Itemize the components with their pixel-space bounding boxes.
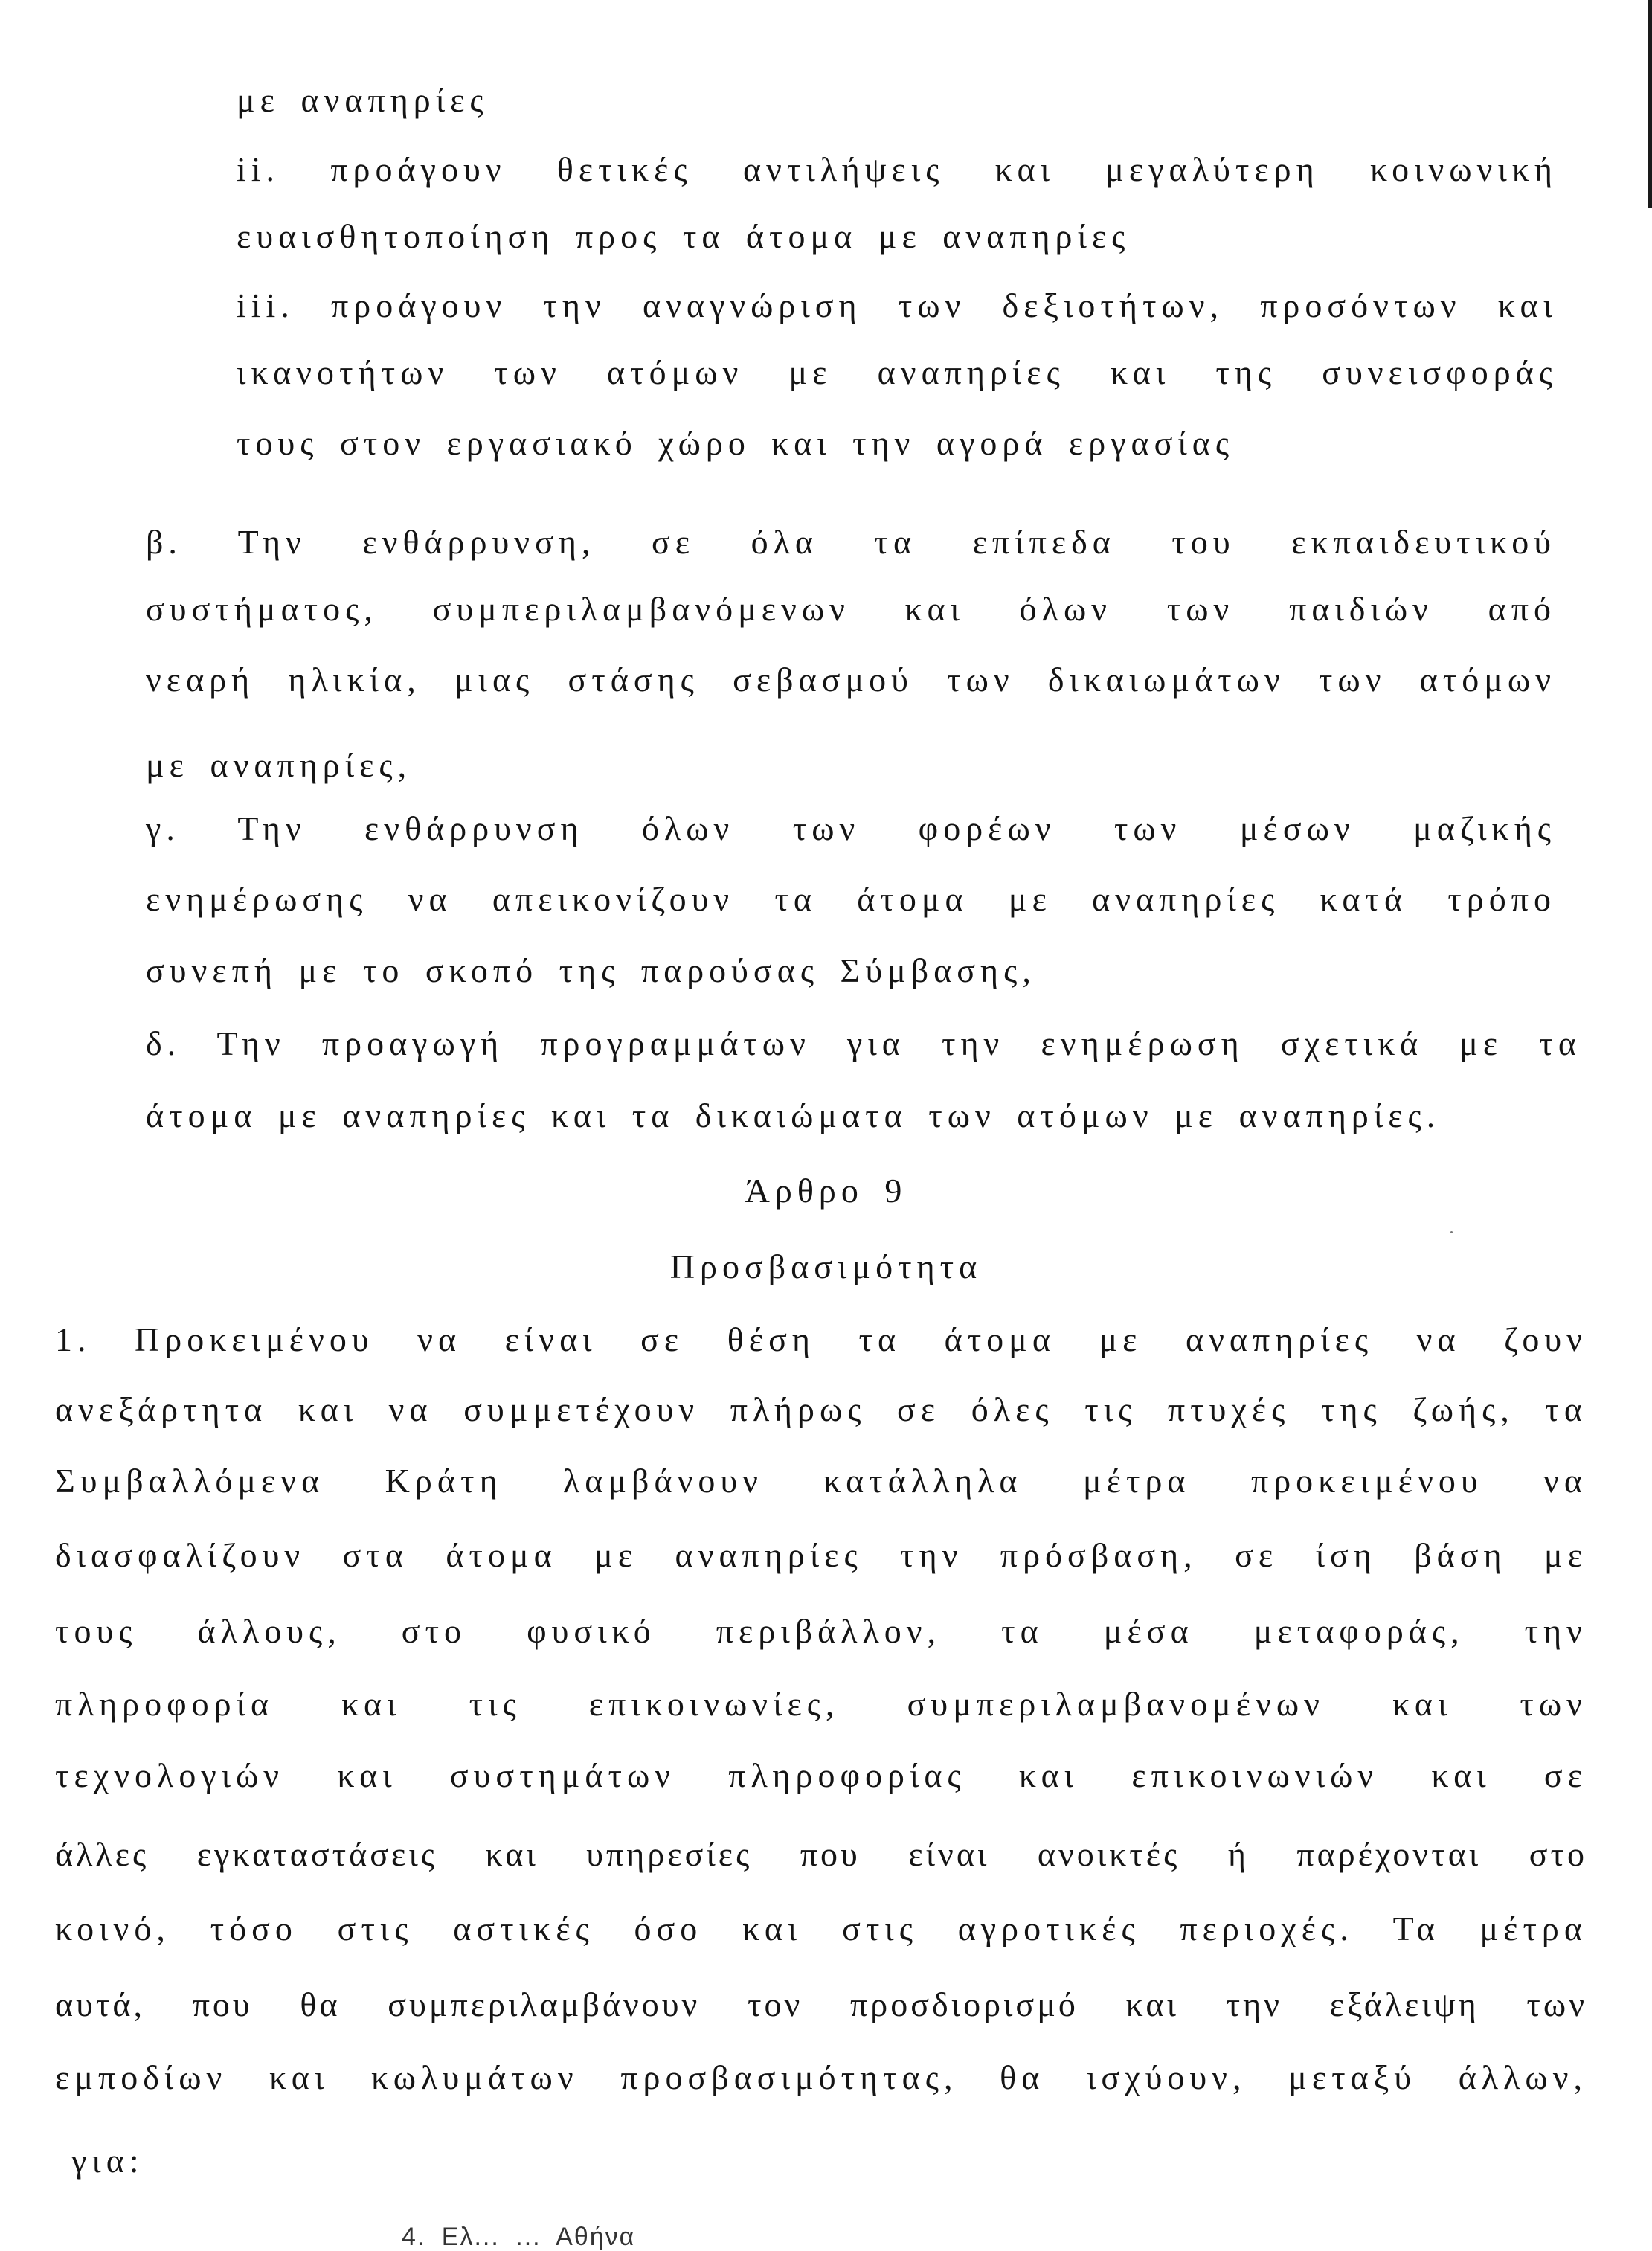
text-line: συνεπή με το σκοπό της παρούσας Σύμβασης, bbox=[146, 951, 1036, 989]
text-line: συστήματος, συμπεριλαμβανόμενων και όλων των παιδιών από bbox=[146, 590, 1556, 628]
text-line: δ. Την προαγωγή προγραμμάτων για την ενημέρωση σχετικά με τα bbox=[146, 1024, 1581, 1062]
text-line: ii. προάγουν θετικές αντιλήψεις και μεγαλύτερη κοινωνική bbox=[237, 150, 1558, 188]
paragraph-line: διασφαλίζουν στα άτομα με αναπηρίες την πρόσβαση, σε ίση βάση με bbox=[55, 1536, 1587, 1574]
footer-fragment: 4. Ελ... ... Αθήνα bbox=[402, 2223, 636, 2251]
paragraph-line: εμποδίων και κωλυμάτων προσβασιμότητας, θα ισχύουν, μεταξύ άλλων, bbox=[55, 2058, 1587, 2096]
text-line: νεαρή ηλικία, μιας στάσης σεβασμού των δικαιωμάτων των ατόμων bbox=[146, 661, 1556, 699]
paragraph-line: τους άλλους, στο φυσικό περιβάλλον, τα μέσα μεταφοράς, την bbox=[55, 1612, 1587, 1650]
text-line: ευαισθητοποίηση προς τα άτομα με αναπηρίες bbox=[237, 217, 1131, 255]
text-line: β. Την ενθάρρυνση, σε όλα τα επίπεδα του εκπαιδευτικού bbox=[146, 523, 1556, 561]
text-line: με αναπηρίες bbox=[237, 81, 489, 119]
article-number: Άρθρο 9 bbox=[745, 1172, 907, 1210]
paragraph-line: πληροφορία και τις επικοινωνίες, συμπεριλαμβανομένων και των bbox=[55, 1685, 1587, 1723]
paragraph-line: άλλες εγκαταστάσεις και υπηρεσίες που είναι ανοικτές ή παρέχονται στο bbox=[55, 1835, 1587, 1873]
article-title: Προσβασιμότητα bbox=[669, 1247, 983, 1285]
paragraph-line: κοινό, τόσο στις αστικές όσο και στις αγροτικές περιοχές. Τα μέτρα bbox=[55, 1910, 1587, 1947]
paragraph-line: Συμβαλλόμενα Κράτη λαμβάνουν κατάλληλα μέτρα προκειμένου να bbox=[55, 1462, 1587, 1500]
text-line: γ. Την ενθάρρυνση όλων των φορέων των μέσων μαζικής bbox=[146, 809, 1556, 847]
text-line: τους στον εργασιακό χώρο και την αγορά εργασίας bbox=[237, 424, 1235, 462]
paragraph-line: αυτά, που θα συμπεριλαμβάνουν τον προσδιορισμό και την εξάλειψη των bbox=[55, 1985, 1587, 2023]
text-line: iii. προάγουν την αναγνώριση των δεξιοτήτων, προσόντων και bbox=[237, 286, 1558, 324]
text-line: ικανοτήτων των ατόμων με αναπηρίες και της συνεισφοράς bbox=[237, 353, 1558, 391]
paragraph-line: ανεξάρτητα και να συμμετέχουν πλήρως σε όλες τις πτυχές της ζωής, τα bbox=[55, 1390, 1587, 1428]
paragraph-line: 1. Προκειμένου να είναι σε θέση τα άτομα με αναπηρίες να ζουν bbox=[55, 1320, 1587, 1358]
paragraph-line: για: bbox=[71, 2142, 144, 2180]
scan-edge-mark bbox=[1648, 0, 1652, 208]
paragraph-line: τεχνολογιών και συστημάτων πληροφορίας και επικοινωνιών και σε bbox=[55, 1756, 1587, 1794]
text-line: με αναπηρίες, bbox=[146, 746, 412, 784]
scan-speck bbox=[1450, 1231, 1453, 1233]
text-line: άτομα με αναπηρίες και τα δικαιώματα των ατόμων με αναπηρίες. bbox=[146, 1096, 1441, 1134]
text-line: ενημέρωσης να απεικονίζουν τα άτομα με αναπηρίες κατά τρόπο bbox=[146, 880, 1556, 918]
